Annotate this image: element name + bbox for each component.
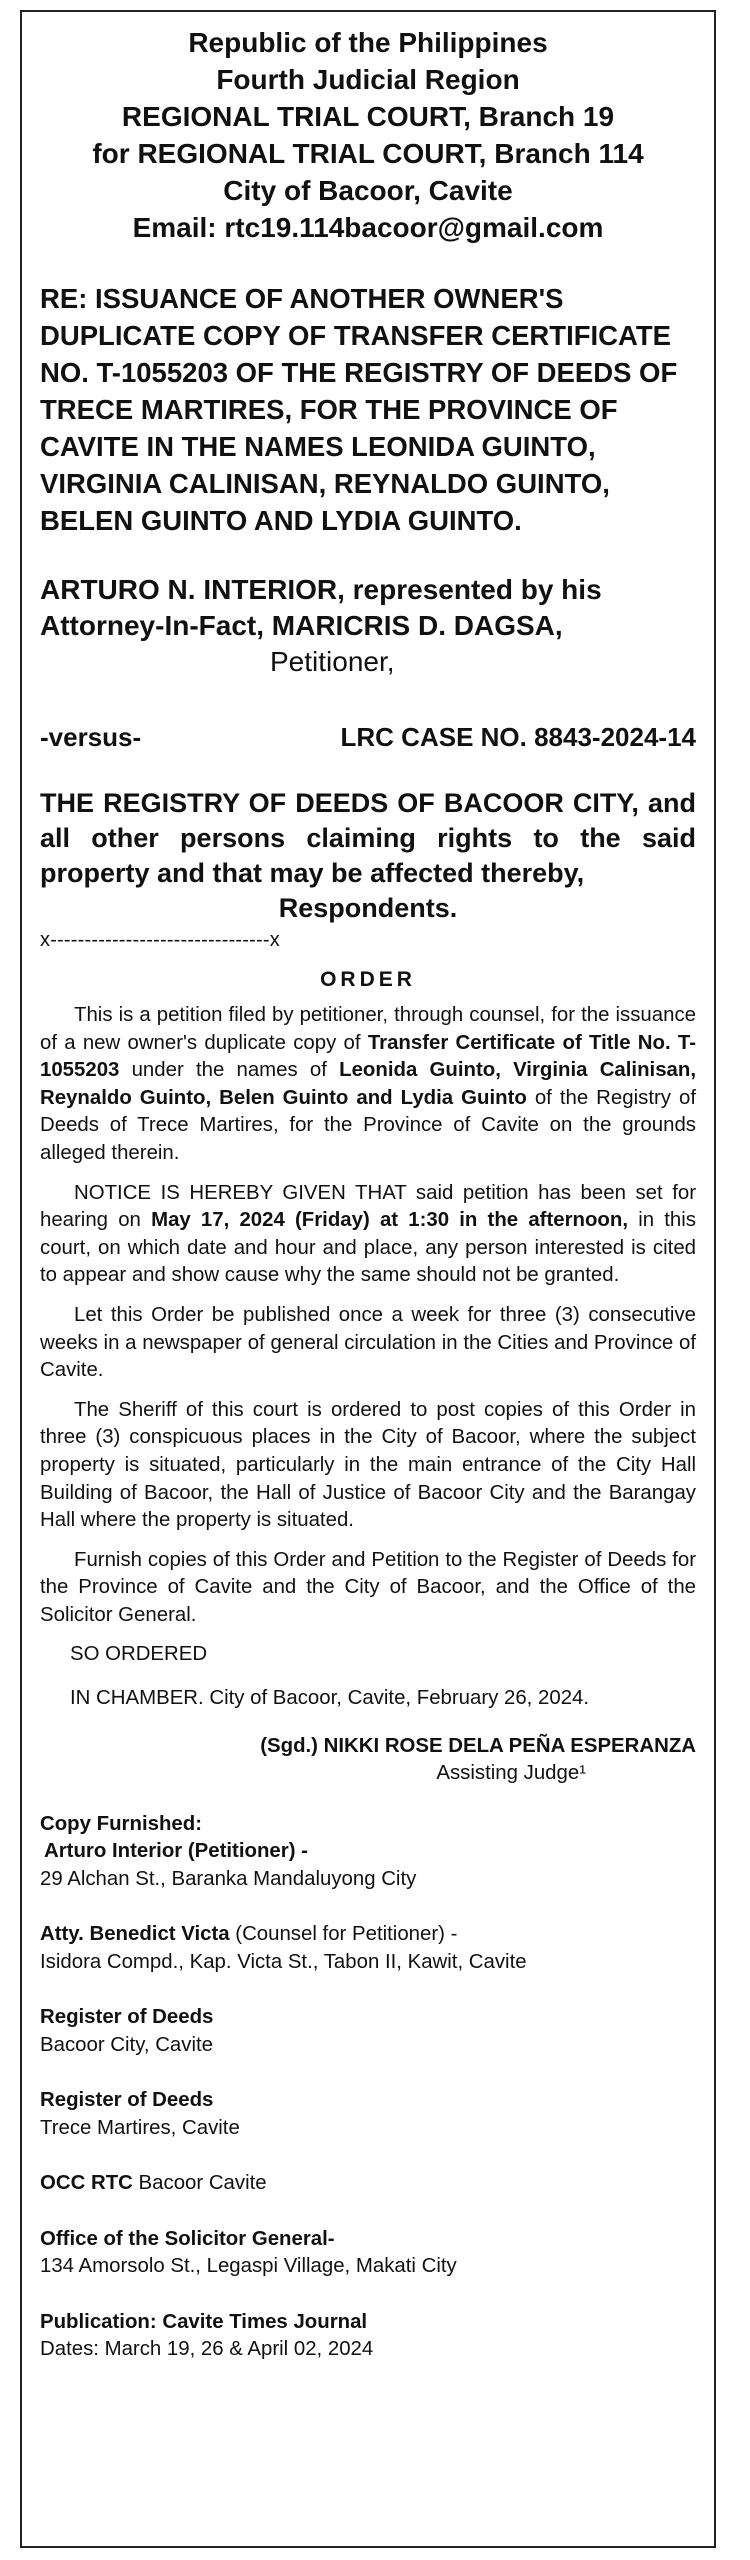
header-line-3: REGIONAL TRIAL COURT, Branch 19: [121, 101, 615, 132]
separator-line: x--------------------------------x: [40, 929, 280, 951]
cf5-suffix: Bacoor Cavite: [132, 2172, 267, 2195]
cf2-line: [40, 1921, 696, 1949]
cf3-name: Register of Deeds: [40, 2006, 214, 2029]
so-ordered: SO ORDERED: [70, 1643, 208, 1666]
cf2-suffix: (Counsel for Petitioner) -: [229, 1923, 458, 1946]
copy-furnished-label: Copy Furnished:: [40, 1812, 202, 1835]
respondents-text: THE REGISTRY OF DEEDS OF BACOOR CITY, and all other persons claiming rights to the said property and that may be affected thereby,: [40, 788, 696, 888]
cf1-line: [40, 1838, 696, 1866]
p2-b: May 17, 2024 (Friday) at 1:30 in the afternoon,: [151, 1209, 629, 1232]
respondents-role: Respondents.: [278, 893, 458, 923]
cf6-name: Office of the Solicitor General-: [40, 2227, 335, 2250]
copy-furnished-6: [40, 2226, 696, 2281]
publication-dates: Dates: March 19, 26 & April 02, 2024: [40, 2338, 374, 2361]
petitioner-role: Petitioner,: [270, 646, 395, 677]
court-header: [40, 24, 696, 246]
publication-block: [40, 2309, 696, 2364]
petitioner-text: ARTURO N. INTERIOR, represented by his Attorney-In-Fact, MARICRIS D. DAGSA,: [40, 574, 602, 641]
p1-a: This is a petition filed by petitioner, through counsel, for the issuance of a new owner's duplicate copy of: [40, 1004, 696, 1054]
petitioner-block: [40, 572, 696, 680]
order-paragraph-1: [40, 1002, 696, 1168]
copy-furnished-5: [40, 2170, 696, 2198]
header-line-1: Republic of the Philippines: [188, 27, 548, 58]
p1-e: of the Registry of Deeds of Trece Martires, for the Province of Cavite on the grounds alleged therein.: [40, 1086, 696, 1164]
cf3-address: Bacoor City, Cavite: [40, 2033, 214, 2056]
cf1-address: 29 Alchan St., Baranka Mandaluyong City: [40, 1867, 417, 1890]
signature-block: [40, 1733, 696, 1787]
versus-row: [40, 720, 696, 754]
p1-b: Transfer Certificate of Title No. T-1055203: [40, 1031, 696, 1082]
order-paragraph-3: Let this Order be published once a week for three (3) consecutive weeks in a newspaper of general circulation in the Cities and Province of Cavite.: [40, 1303, 696, 1382]
copy-furnished-2: [40, 1921, 696, 1976]
versus-label: -versus-: [40, 722, 142, 752]
cf5-name: OCC RTC: [40, 2172, 133, 2195]
header-line-5: City of Bacoor, Cavite: [223, 175, 513, 206]
cf1-suffix: -: [295, 1840, 308, 1863]
order-paragraph-2: [40, 1180, 696, 1290]
order-paragraph-4: The Sheriff of this court is ordered to post copies of this Order in three (3) conspicuous places in the City of Bacoor, where the subject property is situated, particularly in the main entrance of the City Hall Building of Bacoor, the Hall of Justice of Bacoor City and the Barangay Hall where the property is situated.: [40, 1398, 696, 1532]
p2-c: in this court, on which date and hour and place, any person interested is cited to appear and show cause why the same should not be granted.: [40, 1209, 696, 1287]
cf1-name: Arturo Interior (Petitioner): [44, 1840, 296, 1863]
signatory-title: Assisting Judge¹: [436, 1761, 586, 1784]
case-number: LRC CASE NO. 8843-2024-14: [340, 722, 696, 752]
cf2-address: Isidora Compd., Kap. Victa St., Tabon II, Kawit, Cavite: [40, 1950, 527, 1973]
header-line-2: Fourth Judicial Region: [216, 64, 520, 95]
copy-furnished-1: [40, 1811, 696, 1894]
copy-furnished-3: [40, 2004, 696, 2059]
cf2-name: Atty. Benedict Victa: [40, 1923, 230, 1946]
p1-d: Leonida Guinto, Virginia Calinisan, Reynaldo Guinto, Belen Guinto and Lydia Guinto: [40, 1059, 697, 1109]
header-line-4: for REGIONAL TRIAL COURT, Branch 114: [92, 138, 644, 169]
header-email: Email: rtc19.114bacoor@gmail.com: [132, 212, 604, 243]
re-subject: RE: ISSUANCE OF ANOTHER OWNER'S DUPLICATE COPY OF TRANSFER CERTIFICATE NO. T-1055203 OF THE REGISTRY OF DEEDS OF TRECE MARTIRES, FOR THE PROVINCE OF CAVITE IN THE NAMES LEONIDA GUINTO, VIRGINIA CALINISAN, REYNALDO GUINTO, BELEN GUINTO AND LYDIA GUINTO.: [40, 283, 678, 536]
order-title: ORDER: [320, 968, 416, 991]
cf6-address: 134 Amorsolo St., Legaspi Village, Makati City: [40, 2255, 457, 2278]
notice-frame: [20, 10, 716, 2548]
cf5-line: [40, 2170, 696, 2198]
p1-c: under the names of: [119, 1059, 340, 1082]
p2-a: NOTICE IS HEREBY GIVEN THAT said petition has been set for hearing on: [40, 1181, 696, 1232]
cf4-name: Register of Deeds: [40, 2089, 214, 2112]
order-paragraph-5: Furnish copies of this Order and Petition to the Register of Deeds for the Province of Cavite and the City of Bacoor, and the Office of the Solicitor General.: [40, 1548, 696, 1626]
in-chamber: IN CHAMBER. City of Bacoor, Cavite, February 26, 2024.: [70, 1687, 590, 1710]
publication-label: Publication: Cavite Times Journal: [40, 2310, 368, 2333]
copy-furnished-4: [40, 2087, 696, 2142]
signatory-name: (Sgd.) NIKKI ROSE DELA PEÑA ESPERANZA: [260, 1734, 696, 1757]
cf4-address: Trece Martires, Cavite: [40, 2116, 240, 2139]
